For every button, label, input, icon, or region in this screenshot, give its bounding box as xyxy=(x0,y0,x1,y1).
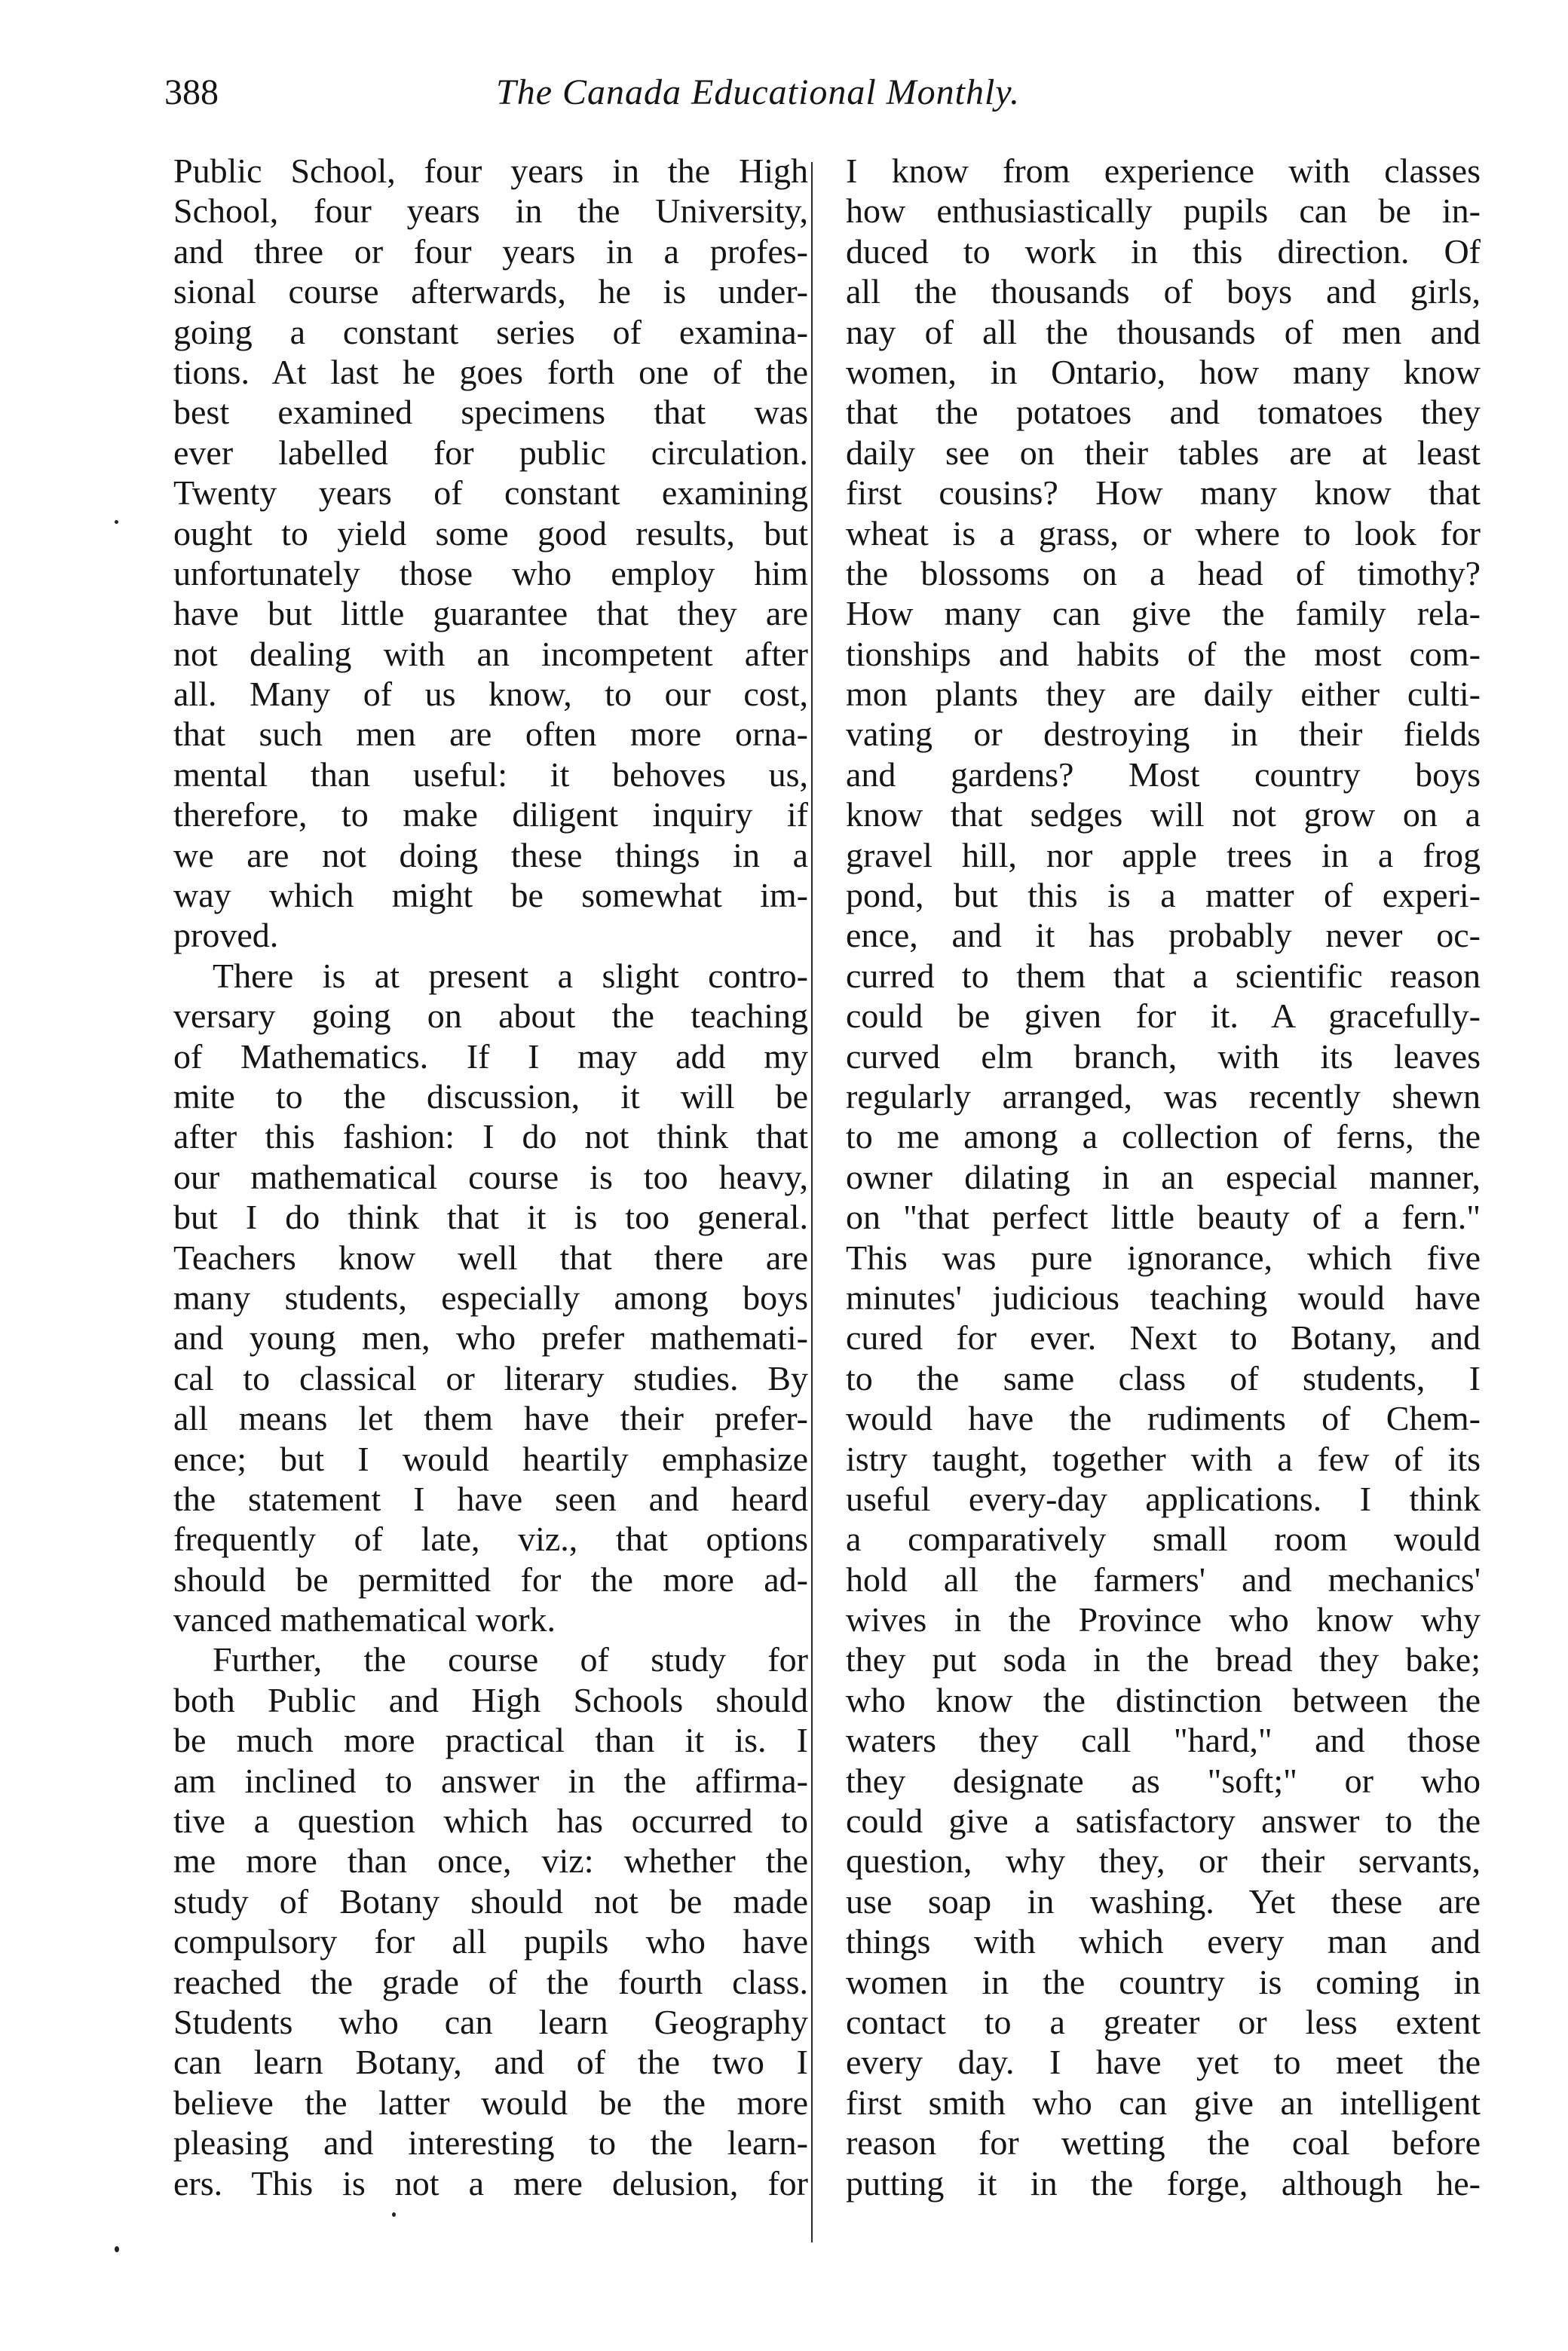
left-column-text-line: and young men, who prefer mathemati- xyxy=(173,1318,808,1358)
right-column-text-line: curved elm branch, with its leaves xyxy=(846,1036,1481,1076)
left-column-text-line: am inclined to answer in the affirma- xyxy=(173,1761,808,1800)
right-column-text-line: owner dilating in an especial manner, xyxy=(846,1157,1481,1196)
left-column-text-line: frequently of late, viz., that options xyxy=(173,1520,808,1559)
left-column-text-line: but I do think that it is too general. xyxy=(173,1198,808,1237)
right-column-text-line: could give a satisfactory answer to the xyxy=(846,1802,1481,1841)
left-column-text-line: study of Botany should not be made xyxy=(173,1881,808,1921)
right-column-text-line: they put soda in the bread they bake; xyxy=(846,1640,1481,1679)
right-column-text-line: cured for ever. Next to Botany, and xyxy=(846,1318,1481,1358)
left-column-text-line: mental than useful: it behoves us, xyxy=(173,755,808,794)
right-column-text-line: minutes' judicious teaching would have xyxy=(846,1278,1481,1317)
right-column-text-line: every day. I have yet to meet the xyxy=(846,2043,1481,2082)
right-column-text-line: pond, but this is a matter of experi- xyxy=(846,876,1481,915)
left-column-text-line: compulsory for all pupils who have xyxy=(173,1922,808,1961)
right-column-text-line: all the thousands of boys and girls, xyxy=(846,272,1481,311)
right-column-text-line: who know the distinction between the xyxy=(846,1680,1481,1719)
right-column-text-line: first smith who can give an intelligent xyxy=(846,2083,1481,2122)
left-column-text-line: our mathematical course is too heavy, xyxy=(173,1157,808,1196)
scan-speck xyxy=(392,2212,396,2217)
right-column-text-line: could be given for it. A gracefully- xyxy=(846,996,1481,1036)
left-column-text-line: reached the grade of the fourth class. xyxy=(173,1962,808,2001)
left-column-text-line: vanced mathematical work. xyxy=(173,1600,556,1639)
right-column-text-line: gravel hill, nor apple trees in a frog xyxy=(846,835,1481,874)
left-column-text-line: going a constant series of examina- xyxy=(173,312,808,351)
right-column-text-line: useful every-day applications. I think xyxy=(846,1479,1481,1518)
left-column-text-line: the statement I have seen and heard xyxy=(173,1479,808,1518)
right-column-text-line: how enthusiastically pupils can be in- xyxy=(846,191,1481,231)
left-column-text-line: both Public and High Schools should xyxy=(173,1680,808,1719)
left-column-text-line: way which might be somewhat im- xyxy=(173,876,808,915)
left-column-text-line: be much more practical than it is. I xyxy=(173,1721,808,1760)
right-column-text-line: This was pure ignorance, which five xyxy=(846,1238,1481,1277)
right-column-text-line: question, why they, or their servants, xyxy=(846,1841,1481,1881)
right-column-text-line: and gardens? Most country boys xyxy=(846,755,1481,794)
left-column-text-line: all. Many of us know, to our cost, xyxy=(173,675,808,714)
left-column-text-line: should be permitted for the more ad- xyxy=(173,1560,808,1599)
left-column-text-line: and three or four years in a profes- xyxy=(173,231,808,271)
journal-title: The Canada Educational Monthly. xyxy=(496,72,1020,112)
right-column-text-line: would have the rudiments of Chem- xyxy=(846,1399,1481,1438)
right-column xyxy=(846,151,1481,2203)
left-column-text-line: best examined specimens that was xyxy=(173,393,808,432)
right-column-text-line: they designate as "soft;" or who xyxy=(846,1761,1481,1800)
left-column-text-line: all means let them have their prefer- xyxy=(173,1399,808,1438)
right-column-text-line: istry taught, together with a few of its xyxy=(846,1439,1481,1478)
left-column-text-line: that such men are often more orna- xyxy=(173,715,808,754)
left-column-text-line: versary going on about the teaching xyxy=(173,996,808,1036)
scan-speck xyxy=(115,520,118,524)
right-column-text-line: duced to work in this direction. Of xyxy=(846,231,1481,271)
right-column-text-line: things with which every man and xyxy=(846,1922,1481,1961)
left-column-text-line: believe the latter would be the more xyxy=(173,2083,808,2122)
left-column-text-line: therefore, to make diligent inquiry if xyxy=(173,795,808,834)
left-column-text-line: unfortunately those who employ him xyxy=(173,553,808,592)
right-column-text-line: vating or destroying in their fields xyxy=(846,715,1481,754)
left-column-text-line: sional course afterwards, he is under- xyxy=(173,272,808,311)
left-column-text-line: ever labelled for public circulation. xyxy=(173,433,808,472)
right-column-text-line: that the potatoes and tomatoes they xyxy=(846,393,1481,432)
right-column-text-line: reason for wetting the coal before xyxy=(846,2123,1481,2163)
right-column-text-line: curred to them that a scientific reason xyxy=(846,956,1481,995)
right-column-text-line: the blossoms on a head of timothy? xyxy=(846,553,1481,592)
right-column-text-line: ence, and it has probably never oc- xyxy=(846,916,1481,955)
left-column-text-line: Public School, four years in the High xyxy=(173,152,808,190)
right-column-text-line: daily see on their tables are at least xyxy=(846,433,1481,472)
left-column-text-line: not dealing with an incompetent after xyxy=(173,634,808,673)
left-column-text-line: tions. At last he goes forth one of the xyxy=(173,352,808,391)
right-column-text-line: use soap in washing. Yet these are xyxy=(846,1881,1481,1921)
right-column-text-line: contact to a greater or less extent xyxy=(846,2002,1481,2041)
left-column-text-line: me more than once, viz: whether the xyxy=(173,1841,808,1881)
left-column-text-line: many students, especially among boys xyxy=(173,1278,808,1317)
left-column-text-line: have but little guarantee that they are xyxy=(173,594,808,633)
right-column-text-line: tionships and habits of the most com- xyxy=(846,634,1481,673)
right-column-text-line: wives in the Province who know why xyxy=(846,1600,1481,1639)
left-column-text-line: can learn Botany, and of the two I xyxy=(173,2043,808,2082)
left-column-text-line: Twenty years of constant examining xyxy=(173,473,808,513)
left-column-text-line: ers. This is not a mere delusion, for xyxy=(173,2163,808,2203)
right-column-text-line: I know from experience with classes xyxy=(846,152,1481,190)
right-column-text-line: on "that perfect little beauty of a fern." xyxy=(846,1198,1481,1237)
right-column-text-line: putting it in the forge, although he- xyxy=(846,2163,1481,2203)
right-column-text-line: women in the country is coming in xyxy=(846,1962,1481,2001)
right-column-text-line: nay of all the thousands of men and xyxy=(846,312,1481,351)
left-column-text-line: mite to the discussion, it will be xyxy=(173,1076,808,1116)
right-column-text-line: hold all the farmers' and mechanics' xyxy=(846,1560,1481,1599)
right-column-text-line: How many can give the family rela- xyxy=(846,594,1481,633)
right-column-text-line: first cousins? How many know that xyxy=(846,473,1481,513)
right-column-text-line: wheat is a grass, or where to look for xyxy=(846,513,1481,553)
right-column-text-line: know that sedges will not grow on a xyxy=(846,795,1481,834)
right-column-text-line: regularly arranged, was recently shewn xyxy=(846,1076,1481,1116)
scan-speck xyxy=(115,2246,119,2252)
right-column-text-line: a comparatively small room would xyxy=(846,1520,1481,1559)
left-column-text-line: proved. xyxy=(173,916,279,955)
left-column-text-line: ence; but I would heartily emphasize xyxy=(173,1439,808,1478)
running-head xyxy=(164,66,1461,119)
left-column-text-line: we are not doing these things in a xyxy=(173,835,808,874)
left-column-text-line: Students who can learn Geography xyxy=(173,2002,808,2041)
left-column xyxy=(173,151,808,2203)
right-column-text-line: women, in Ontario, how many know xyxy=(846,352,1481,391)
left-column-text-line: pleasing and interesting to the learn- xyxy=(173,2123,808,2163)
right-column-text-line: waters they call "hard," and those xyxy=(846,1721,1481,1760)
left-column-text-line: Teachers know well that there are xyxy=(173,1238,808,1277)
right-column-text-line: mon plants they are daily either culti- xyxy=(846,675,1481,714)
left-column-text-line: after this fashion: I do not think that xyxy=(173,1117,808,1156)
left-column-text-line: ought to yield some good results, but xyxy=(173,513,808,553)
column-divider xyxy=(811,162,813,2242)
left-column-text-line: There is at present a slight contro- xyxy=(213,956,808,995)
left-column-text-line: cal to classical or literary studies. By xyxy=(173,1358,808,1397)
left-column-text-line: tive a question which has occurred to xyxy=(173,1802,808,1841)
left-column-text-line: School, four years in the University, xyxy=(173,191,808,231)
right-column-text-line: to me among a collection of ferns, the xyxy=(846,1117,1481,1156)
page-number: 388 xyxy=(164,72,219,112)
left-column-text-line: Further, the course of study for xyxy=(213,1640,808,1679)
right-column-text-line: to the same class of students, I xyxy=(846,1358,1481,1397)
left-column-text-line: of Mathematics. If I may add my xyxy=(173,1036,808,1076)
